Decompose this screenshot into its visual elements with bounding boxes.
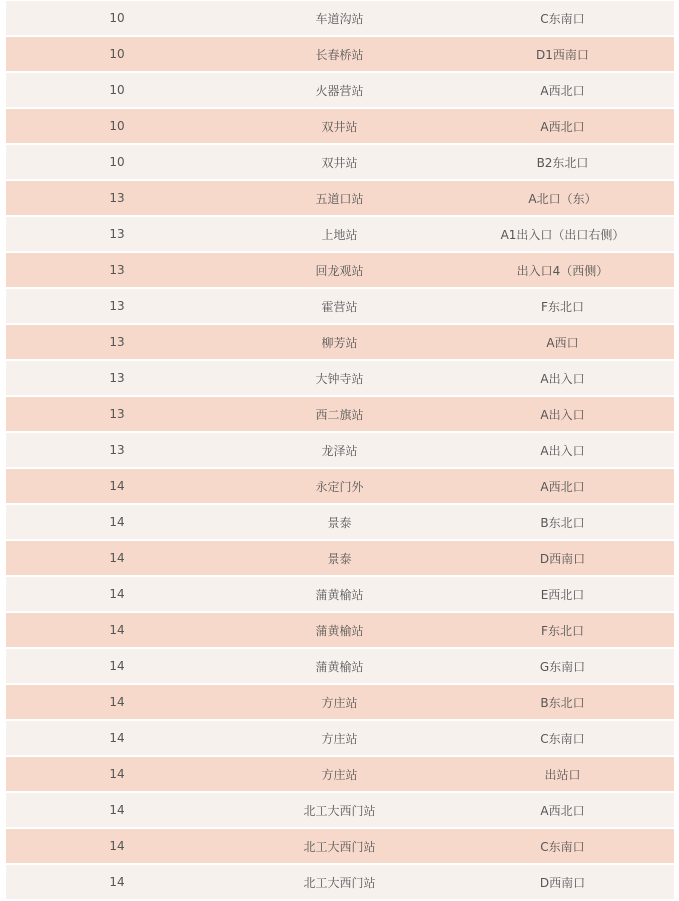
- table-row: [6, 865, 674, 901]
- table-row: [6, 397, 674, 433]
- exit-cell: C东南口: [451, 721, 674, 757]
- station-name-cell: 蒲黄榆站: [228, 649, 451, 685]
- station-name-cell: 景泰: [228, 505, 451, 541]
- line-number-cell: 10: [6, 37, 228, 73]
- exit-cell: B2东北口: [451, 145, 674, 181]
- line-number-cell: 13: [6, 253, 228, 289]
- line-number-cell: 10: [6, 145, 228, 181]
- exit-cell: A西北口: [451, 109, 674, 145]
- table-row: [6, 793, 674, 829]
- station-name-cell: 大钟寺站: [228, 361, 451, 397]
- table-row: [6, 325, 674, 361]
- station-name-cell: 双井站: [228, 109, 451, 145]
- station-name-cell: 方庄站: [228, 685, 451, 721]
- station-name-cell: 北工大西门站: [228, 793, 451, 829]
- exit-cell: D西南口: [451, 865, 674, 901]
- line-number-cell: 10: [6, 1, 228, 37]
- line-number-cell: 14: [6, 757, 228, 793]
- line-number-cell: 13: [6, 289, 228, 325]
- line-number-cell: 13: [6, 361, 228, 397]
- table-row: [6, 145, 674, 181]
- table-row: [6, 721, 674, 757]
- table-row: [6, 109, 674, 145]
- line-number-cell: 14: [6, 793, 228, 829]
- station-name-cell: 龙泽站: [228, 433, 451, 469]
- station-name-cell: 火器营站: [228, 73, 451, 109]
- table-row: [6, 685, 674, 721]
- exit-cell: A西北口: [451, 793, 674, 829]
- table-row: [6, 181, 674, 217]
- table-row: [6, 613, 674, 649]
- table-row: [6, 253, 674, 289]
- table-body: [6, 1, 674, 901]
- table-row: [6, 829, 674, 865]
- station-name-cell: 方庄站: [228, 721, 451, 757]
- line-number-cell: 14: [6, 613, 228, 649]
- station-name-cell: 长春桥站: [228, 37, 451, 73]
- exit-cell: D西南口: [451, 541, 674, 577]
- exit-cell: A1出入口（出口右侧）: [451, 217, 674, 253]
- exit-cell: G东南口: [451, 649, 674, 685]
- station-name-cell: 柳芳站: [228, 325, 451, 361]
- line-number-cell: 14: [6, 865, 228, 901]
- exit-cell: 出站口: [451, 757, 674, 793]
- line-number-cell: 14: [6, 577, 228, 613]
- exit-cell: B东北口: [451, 685, 674, 721]
- station-name-cell: 回龙观站: [228, 253, 451, 289]
- exit-cell: A西口: [451, 325, 674, 361]
- line-number-cell: 14: [6, 649, 228, 685]
- exit-cell: F东北口: [451, 289, 674, 325]
- table-row: [6, 361, 674, 397]
- exit-cell: A西北口: [451, 469, 674, 505]
- station-name-cell: 双井站: [228, 145, 451, 181]
- line-number-cell: 14: [6, 829, 228, 865]
- table-row: [6, 433, 674, 469]
- line-number-cell: 14: [6, 505, 228, 541]
- table-row: [6, 577, 674, 613]
- line-number-cell: 14: [6, 685, 228, 721]
- line-number-cell: 14: [6, 541, 228, 577]
- exit-cell: D1西南口: [451, 37, 674, 73]
- table-row: [6, 73, 674, 109]
- exit-cell: A出入口: [451, 397, 674, 433]
- line-number-cell: 13: [6, 397, 228, 433]
- exit-cell: A出入口: [451, 361, 674, 397]
- exit-cell: A西北口: [451, 73, 674, 109]
- table-row: [6, 757, 674, 793]
- line-number-cell: 13: [6, 325, 228, 361]
- exit-cell: A北口（东）: [451, 181, 674, 217]
- line-number-cell: 13: [6, 217, 228, 253]
- line-number-cell: 14: [6, 469, 228, 505]
- table-row: [6, 217, 674, 253]
- station-name-cell: 方庄站: [228, 757, 451, 793]
- station-name-cell: 上地站: [228, 217, 451, 253]
- table-row: [6, 505, 674, 541]
- table-row: [6, 649, 674, 685]
- line-number-cell: 10: [6, 73, 228, 109]
- station-name-cell: 霍营站: [228, 289, 451, 325]
- station-name-cell: 车道沟站: [228, 1, 451, 37]
- exit-cell: A出入口: [451, 433, 674, 469]
- line-number-cell: 13: [6, 433, 228, 469]
- table-row: [6, 541, 674, 577]
- line-number-cell: 10: [6, 109, 228, 145]
- station-name-cell: 五道口站: [228, 181, 451, 217]
- station-name-cell: 景泰: [228, 541, 451, 577]
- station-name-cell: 蒲黄榆站: [228, 613, 451, 649]
- exit-cell: C东南口: [451, 829, 674, 865]
- exit-cell: E西北口: [451, 577, 674, 613]
- station-name-cell: 永定门外: [228, 469, 451, 505]
- table-row: [6, 1, 674, 37]
- station-name-cell: 西二旗站: [228, 397, 451, 433]
- station-name-cell: 北工大西门站: [228, 829, 451, 865]
- exit-cell: C东南口: [451, 1, 674, 37]
- exit-cell: F东北口: [451, 613, 674, 649]
- line-number-cell: 13: [6, 181, 228, 217]
- station-exit-table-container: [6, 1, 674, 901]
- table-row: [6, 469, 674, 505]
- exit-cell: 出入口4（西侧）: [451, 253, 674, 289]
- station-name-cell: 北工大西门站: [228, 865, 451, 901]
- table-row: [6, 289, 674, 325]
- station-name-cell: 蒲黄榆站: [228, 577, 451, 613]
- exit-cell: B东北口: [451, 505, 674, 541]
- line-number-cell: 14: [6, 721, 228, 757]
- station-exit-table: [6, 1, 674, 901]
- table-row: [6, 37, 674, 73]
